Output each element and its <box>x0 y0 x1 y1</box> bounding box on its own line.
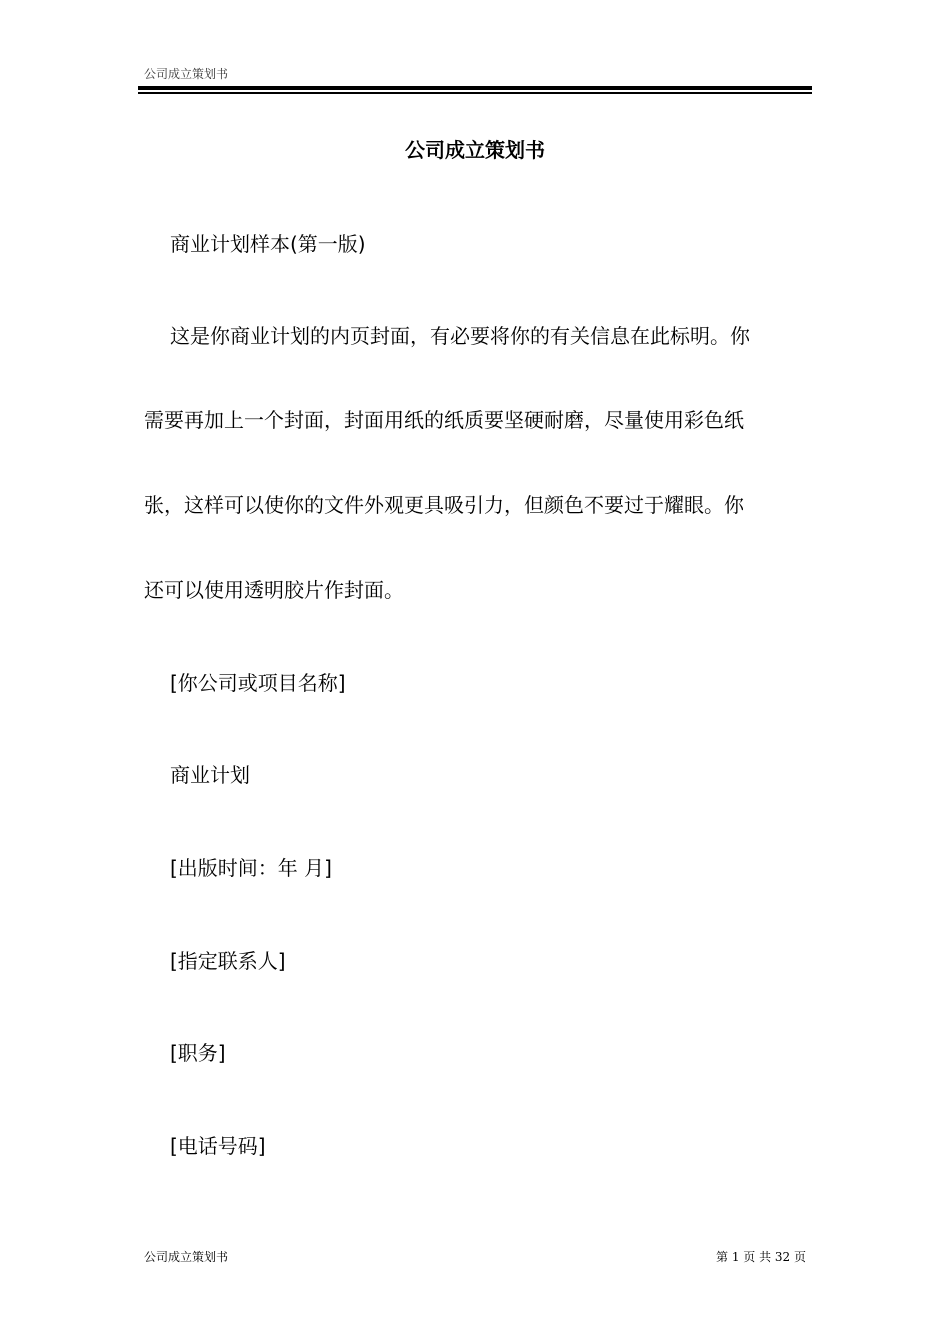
paragraph-line-1: 这是你商业计划的内页封面，有必要将你的有关信息在此标明。你 <box>170 324 750 348</box>
paragraph-sample-version: 商业计划样本(第一版) <box>170 232 366 256</box>
header-rule-thin <box>138 92 812 94</box>
paragraph-line-3: 张，这样可以使你的文件外观更具吸引力，但颜色不要过于耀眼。你 <box>144 493 744 517</box>
footer-title: 公司成立策划书 <box>144 1250 229 1264</box>
document-title: 公司成立策划书 <box>405 138 545 162</box>
footer-page-number: 第 1 页 共 32 页 <box>716 1250 806 1264</box>
paragraph-line-2: 需要再加上一个封面，封面用纸的纸质要坚硬耐磨，尽量使用彩色纸 <box>144 408 744 432</box>
field-publish-date: [出版时间：年 月] <box>170 856 332 880</box>
field-position: [职务] <box>170 1041 226 1065</box>
field-contact-person: [指定联系人] <box>170 949 286 973</box>
field-company-name: [你公司或项目名称] <box>170 671 346 695</box>
field-business-plan: 商业计划 <box>170 763 250 787</box>
field-phone-number: [电话号码] <box>170 1134 266 1158</box>
running-header: 公司成立策划书 <box>144 67 229 81</box>
header-rule-thick <box>138 86 812 90</box>
paragraph-line-4: 还可以使用透明胶片作封面。 <box>144 578 404 602</box>
